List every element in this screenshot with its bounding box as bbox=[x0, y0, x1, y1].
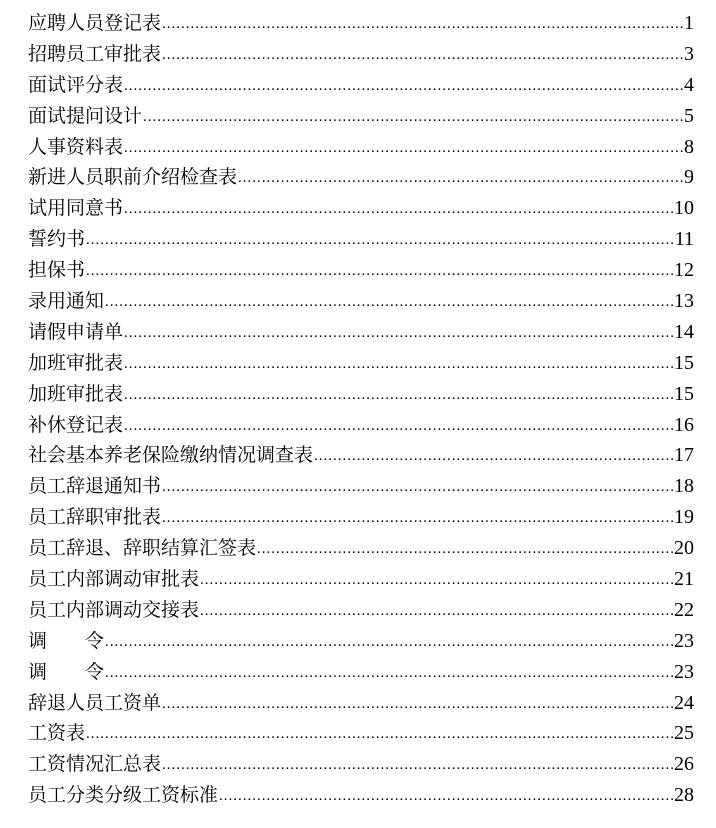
toc-entry[interactable] bbox=[28, 101, 694, 132]
toc-entry-title: 员工辞退、辞职结算汇签表 bbox=[28, 537, 257, 560]
toc-entry-title: 面试评分表 bbox=[28, 73, 124, 96]
toc-entry-page-number: 12 bbox=[674, 259, 694, 282]
dot-leader bbox=[162, 689, 673, 720]
toc-entry-title: 请假申请单 bbox=[28, 320, 124, 343]
toc-entry-title: 员工内部调动交接表 bbox=[28, 598, 200, 621]
toc-entry-title: 调 令 bbox=[28, 660, 105, 683]
dot-leader bbox=[124, 411, 673, 442]
dot-leader bbox=[86, 225, 674, 256]
toc-entry[interactable] bbox=[28, 348, 694, 379]
toc-entry-page-number: 5 bbox=[684, 104, 694, 127]
toc-entry[interactable] bbox=[28, 533, 694, 564]
dot-leader bbox=[105, 658, 673, 689]
toc-entry-title: 加班审批表 bbox=[28, 382, 124, 405]
toc-entry-page-number: 25 bbox=[674, 722, 694, 745]
toc-entry-title: 员工分类分级工资标准 bbox=[28, 784, 219, 807]
table-of-contents bbox=[28, 8, 694, 811]
toc-entry-page-number: 14 bbox=[674, 320, 694, 343]
dot-leader bbox=[143, 102, 683, 133]
dot-leader bbox=[86, 256, 673, 287]
toc-entry-title: 新进人员职前介绍检查表 bbox=[28, 166, 238, 189]
toc-entry[interactable] bbox=[28, 8, 694, 39]
toc-entry-page-number: 9 bbox=[684, 166, 694, 189]
toc-entry[interactable] bbox=[28, 379, 694, 410]
dot-leader bbox=[86, 719, 673, 750]
dot-leader bbox=[124, 349, 673, 380]
dot-leader bbox=[257, 534, 673, 565]
toc-entry[interactable] bbox=[28, 626, 694, 657]
toc-entry-page-number: 15 bbox=[674, 351, 694, 374]
dot-leader bbox=[162, 9, 683, 40]
toc-entry[interactable] bbox=[28, 471, 694, 502]
toc-entry[interactable] bbox=[28, 317, 694, 348]
toc-entry-title: 辞退人员工资单 bbox=[28, 691, 162, 714]
toc-entry-title: 工资情况汇总表 bbox=[28, 753, 162, 776]
toc-entry[interactable] bbox=[28, 657, 694, 688]
toc-entry-page-number: 3 bbox=[684, 42, 694, 65]
dot-leader bbox=[200, 596, 673, 627]
dot-leader bbox=[200, 565, 673, 596]
toc-entry-page-number: 18 bbox=[674, 475, 694, 498]
toc-entry[interactable] bbox=[28, 688, 694, 719]
dot-leader bbox=[105, 627, 673, 658]
toc-entry-title: 担保书 bbox=[28, 259, 86, 282]
dot-leader bbox=[162, 40, 683, 71]
toc-entry[interactable] bbox=[28, 132, 694, 163]
toc-entry-title: 试用同意书 bbox=[28, 197, 124, 220]
toc-entry-title: 誓约书 bbox=[28, 228, 86, 251]
dot-leader bbox=[162, 472, 673, 503]
toc-entry-page-number: 1 bbox=[684, 12, 694, 34]
toc-entry[interactable] bbox=[28, 162, 694, 193]
toc-entry[interactable] bbox=[28, 224, 694, 255]
toc-entry[interactable] bbox=[28, 193, 694, 224]
toc-entry-title: 应聘人员登记表 bbox=[28, 12, 162, 34]
dot-leader bbox=[238, 163, 683, 194]
toc-entry-page-number: 11 bbox=[674, 228, 694, 251]
toc-entry-title: 面试提问设计 bbox=[28, 104, 143, 127]
dot-leader bbox=[219, 781, 673, 812]
toc-entry[interactable] bbox=[28, 286, 694, 317]
toc-entry-title: 社会基本养老保险缴纳情况调查表 bbox=[28, 444, 314, 467]
dot-leader bbox=[105, 287, 673, 318]
toc-entry-page-number: 23 bbox=[674, 660, 694, 683]
dot-leader bbox=[124, 318, 673, 349]
toc-entry-page-number: 16 bbox=[674, 413, 694, 436]
toc-entry-page-number: 26 bbox=[674, 753, 694, 776]
dot-leader bbox=[124, 71, 683, 102]
toc-entry-title: 录用通知 bbox=[28, 290, 105, 313]
toc-entry-page-number: 28 bbox=[674, 784, 694, 807]
toc-entry-page-number: 15 bbox=[674, 382, 694, 405]
toc-entry-title: 员工辞职审批表 bbox=[28, 506, 162, 529]
toc-entry[interactable] bbox=[28, 410, 694, 441]
toc-entry[interactable] bbox=[28, 595, 694, 626]
toc-entry[interactable] bbox=[28, 70, 694, 101]
toc-entry-page-number: 10 bbox=[674, 197, 694, 220]
toc-entry[interactable] bbox=[28, 502, 694, 533]
toc-entry-page-number: 24 bbox=[674, 691, 694, 714]
toc-entry-title: 加班审批表 bbox=[28, 351, 124, 374]
toc-entry-page-number: 19 bbox=[674, 506, 694, 529]
toc-entry[interactable] bbox=[28, 749, 694, 780]
toc-entry-page-number: 17 bbox=[674, 444, 694, 467]
toc-entry-title: 员工辞退通知书 bbox=[28, 475, 162, 498]
toc-entry-page-number: 8 bbox=[684, 135, 694, 158]
dot-leader bbox=[124, 133, 683, 164]
dot-leader bbox=[162, 750, 673, 781]
toc-entry-page-number: 20 bbox=[674, 537, 694, 560]
toc-entry-title: 招聘员工审批表 bbox=[28, 42, 162, 65]
toc-entry[interactable] bbox=[28, 780, 694, 811]
toc-entry-title: 调 令 bbox=[28, 629, 105, 652]
toc-entry-page-number: 4 bbox=[684, 73, 694, 96]
dot-leader bbox=[124, 194, 673, 225]
dot-leader bbox=[124, 380, 673, 411]
toc-entry-title: 员工内部调动审批表 bbox=[28, 568, 200, 591]
toc-entry[interactable] bbox=[28, 718, 694, 749]
dot-leader bbox=[162, 503, 673, 534]
dot-leader bbox=[314, 441, 673, 472]
toc-entry[interactable] bbox=[28, 39, 694, 70]
toc-entry-page-number: 22 bbox=[674, 598, 694, 621]
toc-entry-title: 工资表 bbox=[28, 722, 86, 745]
toc-entry-title: 补休登记表 bbox=[28, 413, 124, 436]
toc-entry-title: 人事资料表 bbox=[28, 135, 124, 158]
toc-entry-page-number: 13 bbox=[674, 290, 694, 313]
toc-entry-page-number: 21 bbox=[674, 568, 694, 591]
toc-entry-page-number: 23 bbox=[674, 629, 694, 652]
toc-entry[interactable] bbox=[28, 440, 694, 471]
toc-entry[interactable] bbox=[28, 255, 694, 286]
toc-entry[interactable] bbox=[28, 564, 694, 595]
